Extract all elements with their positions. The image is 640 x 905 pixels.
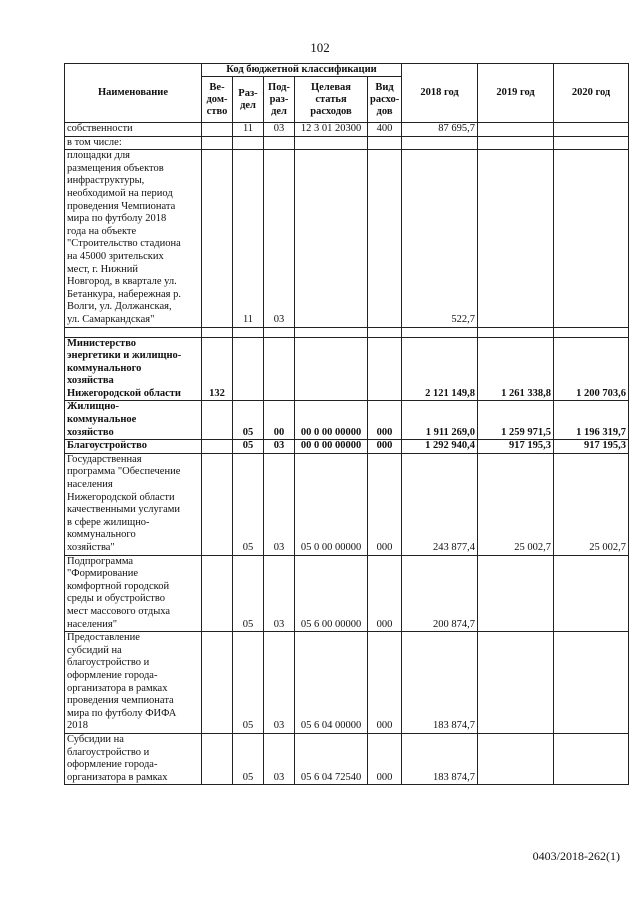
cell-2020 [554, 123, 629, 137]
table-row [65, 150, 629, 327]
cell-2018: 200 874,7 [402, 555, 478, 632]
cell-2020: 25 002,7 [554, 453, 629, 555]
cell-2018: 2 121 149,8 [402, 337, 478, 401]
cell-2019 [478, 733, 554, 784]
cell-2019 [478, 632, 554, 734]
cell-name [65, 401, 202, 440]
cell-podrazdel: 00 [264, 401, 295, 440]
cell-podrazdel: 03 [264, 453, 295, 555]
row-name-text: в том числе: [67, 136, 122, 148]
cell-name [65, 150, 202, 327]
cell-name [65, 555, 202, 632]
cell-vid: 000 [368, 733, 402, 784]
page-number: 102 [310, 40, 330, 55]
cell-vid: 000 [368, 453, 402, 555]
cell-razdel: 11 [233, 123, 264, 137]
cell-2019: 917 195,3 [478, 440, 554, 454]
budget-table [64, 63, 629, 785]
row-name-text: Жилищно- коммунальное хозяйство [67, 401, 137, 438]
cell-target [295, 136, 368, 150]
row-name-text: Министерство энергетики и жилищно- коммунального хозяйства Нижегородской области [67, 337, 182, 399]
cell-podrazdel: 03 [264, 632, 295, 734]
cell-target: 05 0 00 00000 [295, 453, 368, 555]
header-name: Наименование [65, 64, 202, 123]
table-row [65, 401, 629, 440]
cell-razdel: 11 [233, 150, 264, 327]
cell-target: 05 6 04 00000 [295, 632, 368, 734]
cell-vid [368, 150, 402, 327]
cell-podrazdel: 03 [264, 123, 295, 137]
cell-2020 [554, 136, 629, 150]
cell-vid [368, 327, 402, 337]
cell-vedomstvo [202, 632, 233, 734]
cell-2020: 1 200 703,6 [554, 337, 629, 401]
table-row [65, 733, 629, 784]
cell-razdel: 05 [233, 733, 264, 784]
row-name-text: собственности [67, 123, 133, 134]
cell-2018: 243 877,4 [402, 453, 478, 555]
table-row [65, 632, 629, 734]
cell-2018: 183 874,7 [402, 733, 478, 784]
cell-target: 05 6 00 00000 [295, 555, 368, 632]
table-row [65, 453, 629, 555]
cell-podrazdel [264, 327, 295, 337]
cell-vid: 000 [368, 440, 402, 454]
cell-vedomstvo [202, 150, 233, 327]
cell-2020 [554, 327, 629, 337]
header-podrazdel: Под- раз- дел [264, 77, 295, 123]
cell-razdel [233, 136, 264, 150]
cell-razdel [233, 327, 264, 337]
cell-vid [368, 136, 402, 150]
cell-2019: 25 002,7 [478, 453, 554, 555]
header-2018: 2018 год [402, 64, 478, 123]
cell-podrazdel [264, 337, 295, 401]
cell-2020 [554, 150, 629, 327]
cell-2018: 87 695,7 [402, 123, 478, 137]
cell-podrazdel: 03 [264, 150, 295, 327]
cell-razdel: 05 [233, 555, 264, 632]
cell-vedomstvo [202, 327, 233, 337]
cell-2018: 1 292 940,4 [402, 440, 478, 454]
cell-vedomstvo [202, 733, 233, 784]
cell-target: 12 3 01 20300 [295, 123, 368, 137]
cell-podrazdel [264, 136, 295, 150]
cell-target [295, 150, 368, 327]
header-target: Целевая статья расходов [295, 77, 368, 123]
table-row [65, 337, 629, 401]
header-vedomstvo: Ве- дом- ство [202, 77, 233, 123]
table-row [65, 555, 629, 632]
cell-vedomstvo [202, 401, 233, 440]
row-name-text: площадки для размещения объектов инфраструктуры, необходимой на период проведения Чемпионата мира по футболу 2018 года на объекте "Строительство стадиона на 45000 зрительских мест, г. Нижний Новгород, в квартале ул. Бетанкура, набережная р. Волги, ул. Должанская, ул. Самаркандская" [67, 150, 181, 325]
cell-razdel: 05 [233, 632, 264, 734]
cell-2019 [478, 555, 554, 632]
table-row [65, 440, 629, 454]
cell-name [65, 632, 202, 734]
cell-vedomstvo: 132 [202, 337, 233, 401]
cell-2019 [478, 136, 554, 150]
header-2019: 2019 год [478, 64, 554, 123]
cell-target: 00 0 00 00000 [295, 440, 368, 454]
cell-name [65, 453, 202, 555]
table-row [65, 123, 629, 137]
cell-podrazdel: 03 [264, 440, 295, 454]
cell-2019: 1 261 338,8 [478, 337, 554, 401]
cell-target: 05 6 04 72540 [295, 733, 368, 784]
header-razdel: Раз- дел [233, 77, 264, 123]
cell-vedomstvo [202, 136, 233, 150]
cell-vid: 400 [368, 123, 402, 137]
table-body [65, 123, 629, 785]
cell-vid: 000 [368, 401, 402, 440]
cell-2019 [478, 123, 554, 137]
cell-2020 [554, 733, 629, 784]
cell-vid: 000 [368, 632, 402, 734]
cell-2018: 522,7 [402, 150, 478, 327]
cell-target [295, 327, 368, 337]
cell-2019 [478, 150, 554, 327]
cell-vedomstvo [202, 555, 233, 632]
document-code: 0403/2018-262(1) [532, 849, 620, 863]
cell-podrazdel: 03 [264, 555, 295, 632]
cell-2019 [478, 327, 554, 337]
cell-vid [368, 337, 402, 401]
header-classification-group: Код бюджетной классификации [202, 64, 402, 77]
cell-2018 [402, 327, 478, 337]
cell-razdel: 05 [233, 453, 264, 555]
cell-target [295, 337, 368, 401]
cell-2018: 183 874,7 [402, 632, 478, 734]
cell-name [65, 123, 202, 137]
cell-razdel [233, 337, 264, 401]
cell-name [65, 733, 202, 784]
row-name-text: Предоставление субсидий на благоустройство и оформление города- организатора в рамках проведения чемпионата мира по футболу ФИФА 2018 [67, 632, 177, 732]
row-name-text: Благоустройство [67, 440, 147, 452]
cell-2019: 1 259 971,5 [478, 401, 554, 440]
cell-name [65, 440, 202, 454]
header-2020: 2020 год [554, 64, 629, 123]
cell-2020: 1 196 319,7 [554, 401, 629, 440]
cell-2018 [402, 136, 478, 150]
row-name-text: Подпрограмма "Формирование комфортной городской среды и обустройство мест массового отдыха населения" [67, 555, 171, 630]
cell-vid: 000 [368, 555, 402, 632]
table-row [65, 327, 629, 337]
cell-podrazdel: 03 [264, 733, 295, 784]
cell-name [65, 327, 202, 337]
cell-2018: 1 911 269,0 [402, 401, 478, 440]
cell-razdel: 05 [233, 401, 264, 440]
row-name-text: Субсидии на благоустройство и оформление города- организатора в рамках [67, 733, 168, 783]
cell-vedomstvo [202, 453, 233, 555]
cell-2020 [554, 555, 629, 632]
header-vid: Вид расхо- дов [368, 77, 402, 123]
cell-2020: 917 195,3 [554, 440, 629, 454]
cell-name [65, 337, 202, 401]
cell-vedomstvo [202, 123, 233, 137]
cell-vedomstvo [202, 440, 233, 454]
table-row [65, 136, 629, 150]
cell-name [65, 136, 202, 150]
cell-target: 00 0 00 00000 [295, 401, 368, 440]
row-name-text: Государственная программа "Обеспечение населения Нижегородской области качественными услугами в сфере жилищно- коммунального хозяйства" [67, 453, 181, 553]
cell-2020 [554, 632, 629, 734]
cell-razdel: 05 [233, 440, 264, 454]
